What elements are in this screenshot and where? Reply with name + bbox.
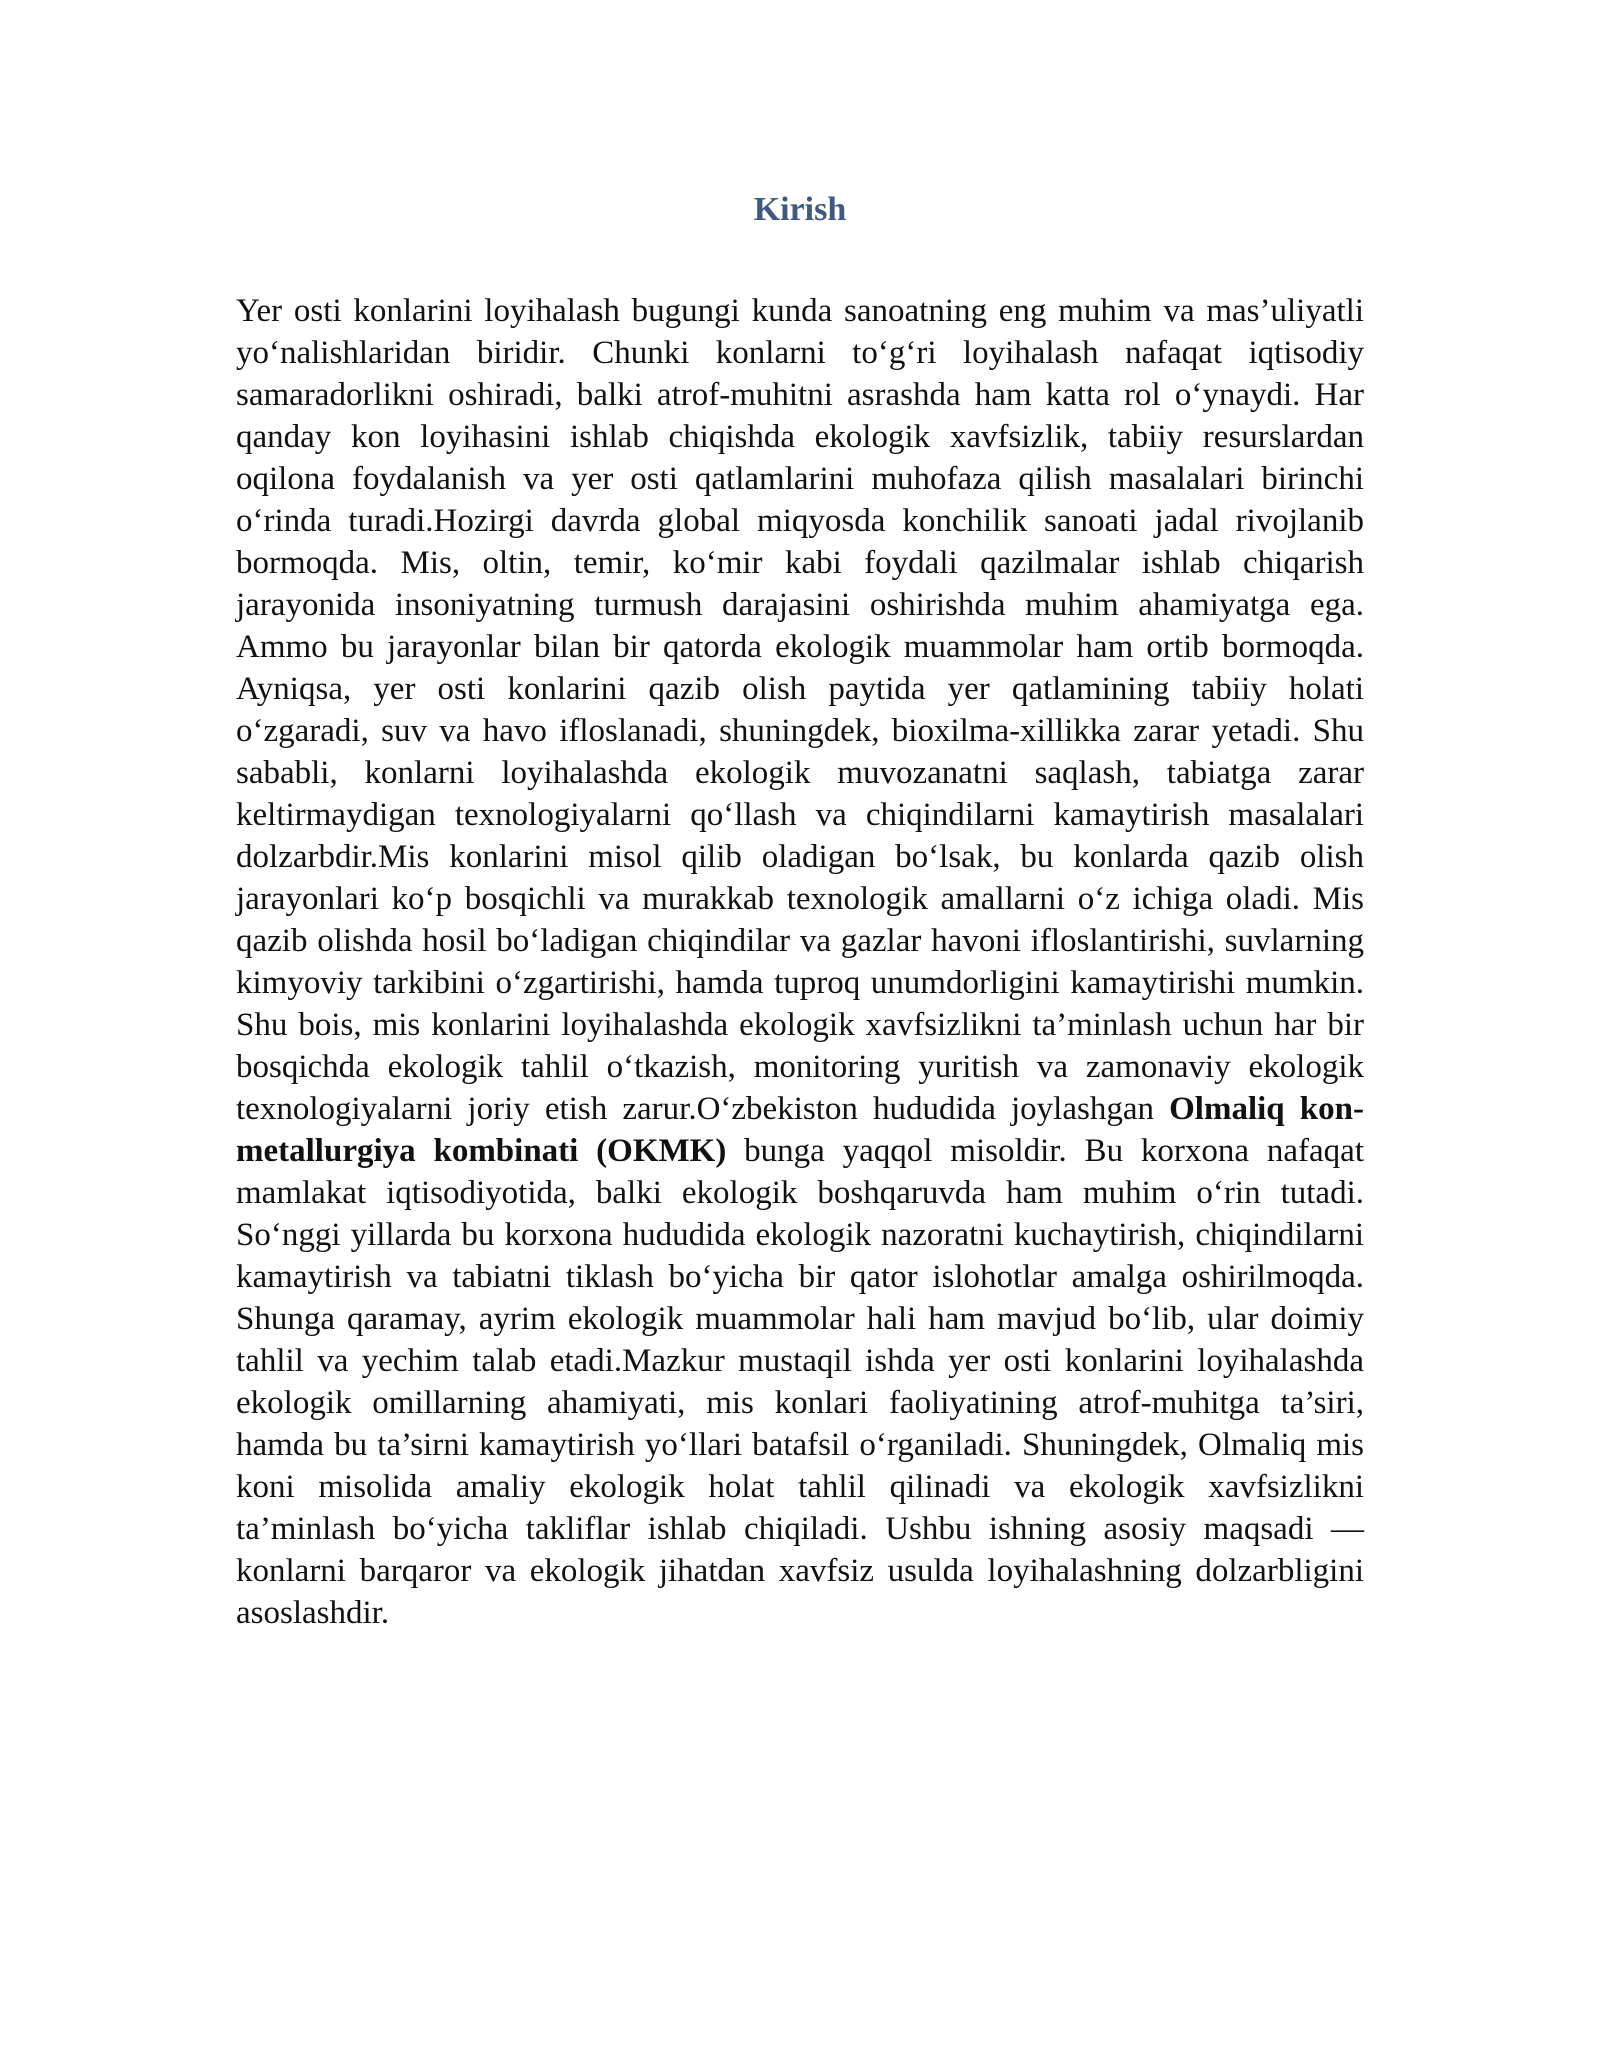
body-paragraph xyxy=(236,290,1364,1634)
bold-company-name: Olmaliq kon-metallurgiya kombinati (OKMK) xyxy=(236,1091,1364,1169)
paragraph-text-end: bunga yaqqol misoldir. Bu korxona nafaqat mamlakat iqtisodiyotida, balki ekologik boshqaruvda ham muhim o‘rin tutadi. So‘nggi yillarda bu korxona hududida ekologik nazoratni kuchaytirish, chiqindilarni kamaytirish va tabiatni tiklash bo‘yicha bir qator islohotlar amalga oshirilmoqda. Shunga qaramay, ayrim ekologik muammolar hali ham mavjud bo‘lib, ular doimiy tahlil va yechim talab etadi.Mazkur mustaqil ishda yer osti konlarini loyihalashda ekologik omillarning ahamiyati, mis konlari faoliyatining atrof-muhitga ta’siri, hamda bu ta’sirni kamaytirish yo‘llari batafsil o‘rganiladi. Shuningdek, Olmaliq mis koni misolida amaliy ekologik holat tahlil qilinadi va ekologik xavfsizlikni ta’minlash bo‘yicha takliflar ishlab chiqiladi. Ushbu ishning asosiy maqsadi — konlarni barqaror va ekologik jihatdan xavfsiz usulda loyihalashning dolzarbligini asoslashdir. xyxy=(236,1133,1364,1631)
paragraph-text-start: Yer osti konlarini loyihalash bugungi kunda sanoatning eng muhim va mas’uliyatli yo‘nalishlaridan biridir. Chunki konlarni to‘g‘ri loyihalash nafaqat iqtisodiy samaradorlikni oshiradi, balki atrof-muhitni asrashda ham katta rol o‘ynaydi. Har qanday kon loyihasini ishlab chiqishda ekologik xavfsizlik, tabiiy resurslardan oqilona foydalanish va yer osti qatlamlarini muhofaza qilish masalalari birinchi o‘rinda turadi.Hozirgi davrda global miqyosda konchilik sanoati jadal rivojlanib bormoqda. Mis, oltin, temir, ko‘mir kabi foydali qazilmalar ishlab chiqarish jarayonida insoniyatning turmush darajasini oshirishda muhim ahamiyatga ega. Ammo bu jarayonlar bilan bir qatorda ekologik muammolar ham ortib bormoqda. Ayniqsa, yer osti konlarini qazib olish paytida yer qatlamining tabiiy holati o‘zgaradi, suv va havo ifloslanadi, shuningdek, bioxilma-xillikka zarar yetadi. Shu sababli, konlarni loyihalashda ekologik muvozanatni saqlash, tabiatga zarar keltirmaydigan texnologiyalarni qo‘llash va chiqindilarni kamaytirish masalalari dolzarbdir.Mis konlarini misol qilib oladigan bo‘lsak, bu konlarda qazib olish jarayonlari ko‘p bosqichli va murakkab texnologik amallarni o‘z ichiga oladi. Mis qazib olishda hosil bo‘ladigan chiqindilar va gazlar havoni ifloslantirishi, suvlarning kimyoviy tarkibini o‘zgartirishi, hamda tuproq unumdorligini kamaytirishi mumkin. Shu bois, mis konlarini loyihalashda ekologik xavfsizlikni ta’minlash uchun har bir bosqichda ekologik tahlil o‘tkazish, monitoring yuritish va zamonaviy ekologik texnologiyalarni joriy etish zarur.O‘zbekiston hududida joylashgan xyxy=(236,293,1364,1127)
page-title: Kirish xyxy=(753,191,847,228)
